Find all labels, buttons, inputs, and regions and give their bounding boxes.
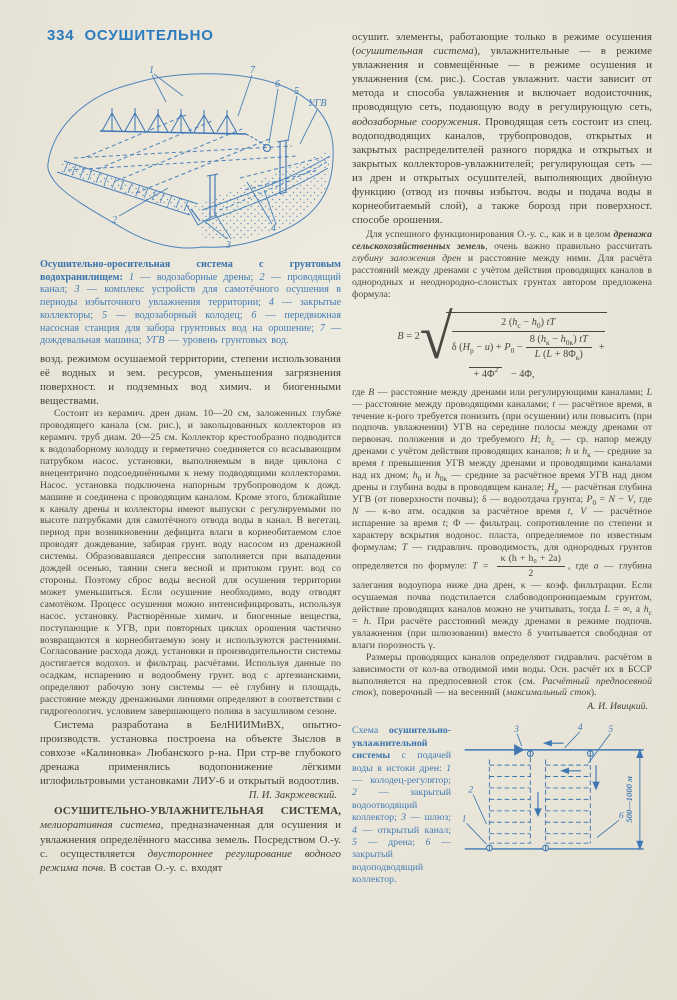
fig1-label-ugv: УГВ [308,98,327,109]
continuation-plus: + [598,341,605,353]
figure-scheme-block [352,721,652,893]
formula-drain-spacing [352,302,652,381]
paragraph-development: Система разработана в БелНИИМиВХ, опытно-производств. установка построена на объекте Зыслов в совхозе «Калиновка» Любанского р-на. При стр-ве глубокого дренажа применялись водопонижение лёгкими иглофильтровыми установками ЛИУ-6 и открытый водоотлив. [40,718,341,788]
paragraph-channel-sizing: Размеры проводящих каналов определяют гидравлич. расчётом в зависимости от кол-ва отводимой ими воды. Осн. расчёт их в БССР выполняется на предпосевной сток (см. Расчётный предпосевной сток), поверочный — на весенний (максимальный сток). [352,651,652,699]
drainage-system-diagram [40,58,341,254]
formula-lhs: B = 2 [397,330,420,342]
fig1-label-5: 5 [294,86,299,97]
paragraph-formula-intro: Для успешного функционирования О.-у. с., как и в целом дренажа сельскохозяйственных земель, очень важно правильно рассчитать глубину заложения дрен и расстояние между ними. Для расчёта расстояний между дренами с учётом действия проводящих каналов в однородных и неоднородно-слоистых грунтах автором предложена формула: [352,229,652,300]
fig1-label-1: 1 [149,65,154,76]
running-header [47,27,214,44]
denominator-left: δ $(H_р - u) + P_0$ − [451,341,523,355]
fig1-label-7: 7 [250,65,255,76]
fig2-label-5: 5 [608,725,614,736]
running-title: ОСУШИТЕЛЬНО [84,27,214,44]
subsoil-stipple [198,150,331,241]
figure1-caption: Осушительно-оросительная система с грунтовым водохранилищем: 1 — водозаборные дрены; 2 — проводящий канал; 3 — комплекс устройств для самотёчного осушения в периоды избыточного увлажнения территории; 4 — закрытые коллекторы; 5 — водозаборный колодец; 6 — передвижная насосная станция для забора грунтовых вод на орошение; 7 — дождевальная машина; УГВ — уровень грунтовых вод. [40,259,342,347]
figure2-labels [462,723,634,824]
figure2-caption: Схема осушительно-увлажнительной системы с подачей воды в истоки дрен: 1 — колодец-регулятор; 2 — закрытый водоотводящий коллектор; 3 — шлюз; 4 — открытый канал; 5 — дрена; 6 — закрытый водоподводящий коллектор. [352,725,452,886]
left-column [40,58,341,875]
fig2-label-4: 4 [577,723,583,734]
scheme-symbols [487,741,643,851]
formula-numerator: 2 $(h_с - h_0)$ tT [452,317,605,332]
entry-heading-paragraph: ОСУШИТЕЛЬНО-УВЛАЖНИТЕЛЬНАЯ СИСТЕМА, мелиоративная система, предназначенная для осушения и увлажнения определённого массива земель. Посредством О.-у. с. осуществляется двустороннее регулирование водного режима почв. В состав О.-у. с. входят [40,805,342,874]
paragraph-formula-legend: где B — расстояние между дренами или регулирующими каналами; L — расстояние между проводящими каналами; t — расчётное время, в течение к-рого требуется понизить (при осушении) или повысить (при подпочв. увлажнении) УГВ на середине полосы между дренами от первонач. положения и до требуемого H; $h_с$ — ср. напор между дренами с учётом действия проводящих каналов; h и $h_к$ — средние за время t превышения УГВ между дренами и проводящими каналами над их дном; $h_0$ и $h_{0к}$ — средние за расчётное время УГВ над дном дрены и глубина воды в проводящем канале; $H_р$ — расчётная глубина УГВ (от поверхности почвы); δ — водоотдача грунта; $P_0 = N - V$, где N — к-во атм. осадков за расчётное время t, V — расчётное испарение за время t; Φ — фильтрац. сопротивление по степени и характеру вскрытия водонос. пласта, определяемое по известным формулам; T — гидравлич. проводимость, для однородных грунтов определяется по формуле: T = $\frac{\text{κ (h + h₀ + 2a)}}{2}$ , где a — глубина залегания водоупора ниже дна дрен, κ — коэф. фильтрации. Если осушаемая почва подстилается слабоводопроницаемым грунтом, действие проводящих каналов можно не учитывать, тогда L = ∞, а $h_с = h$. При расчёте расстояний между дренами в режиме подпочв. увлажнения (при шлюзовании) вместо δ учитывается свободная от влаги порозность γ. [352,386,653,651]
author-signature-left: П. И. Закржевский. [248,790,337,802]
well-symbols [487,751,594,851]
fig1-label-3: 3 [226,240,231,251]
formula-radicand [446,312,607,361]
sluice-symbol [514,744,524,755]
figure-drainage-irrigation-system [40,58,341,254]
formula-denominator [452,332,605,361]
page-number: 334 [47,27,75,44]
land-block [48,74,333,248]
fig2-label-6: 6 [618,811,624,822]
paragraph-elements: осушит. элементы, работающие только в режиме осушения (осушительная система), увлажнительные — в режиме увлажнения и совмещённые — в режиме осушения и увлажнения (см. рис.). Состав увлажнит. части зависит от метода и способа увлажнения и включает водоисточник, проводящую сеть, подающую воду в регулирующую сеть, водозаборные сооружения. Проводящая сеть состоит из спец. водоподводящих каналов, трубопроводов, открытых и закрытых распределителей разного порядка и открытых и закрытых коллекторов-увлажнителей; регулирующая сеть — из дрен и открытых осушителей, выполняющих двойную функцию (отвод из почвы избыточ. воды и подача воды в корнеобитаемый слой), а также борозд при поверхност. способе орошения. [352,31,652,227]
fig1-label-2: 2 [112,215,117,226]
fig2-label-2: 2 [468,786,474,797]
fig1-label-4: 4 [271,223,276,234]
fig1-label-6: 6 [275,79,280,90]
author-signature-right: А. И. Ивицкий. [587,701,648,713]
fig2-dimension-label: 500—1000 м [624,776,635,823]
radical-sign: √ [419,302,453,372]
fig2-label-1: 1 [461,814,467,825]
right-column [352,30,652,893]
denominator-inner-fraction: $\frac{8 (h_к - h_{0к}) tT}{L (L + 8\Phi_к)}$ [526,334,592,361]
formula-second-line: + $4\Phi^2 - 4\Phi$, [352,369,652,381]
dimension-line [637,750,643,849]
paragraph-system-description: Состоит из керамич. дрен диам. 10—20 см, заложенных глубже проводящего канала (см. рис.), и закольцованных коллекторов из керамич. труб диам. 20—25 см. Коллектор крестообразно подводится к водозаборному колодцу и герметично соединяется со всасывающим патрубком насос. установки, выполняемым в виде циклона с внецентрично подсоединёнными к нему подводящими коллекторами. Насос. установка подключена напорным трубопроводом к дожд. машине и соединена с проводящим каналом. Кроме этого, ближайшие к каналу дрены и коллекторы имеют выпуски с регулируемыми по высоте патрубками для самотёчного отвода воды в канал. В вегетац. период при возникновении дефицита влаги в корнеобитаемом слое проводят дождевание, забирая грунт. воду насосом из дренажной системы. Образовавшаяся депрессия заполняется при выпадении дождей осенью, таянии снега весной и притоком грунт. вод со стороны. Поэтому сброс воды весной для осушения территории может уменьшиться. Если осушение необходимо, воду отводят самотёком. Процесс осушения можно интенсифицировать, используя насос. установку. Растворённые химич. и биогенные вещества, поступающие к УГВ, при повторных циклах орошения частично возвращаются в корнеобитаемую зону и используются растениями. Согласование расхода дожд. установки и производительности системы достигается водохоз. и фильтрац. расчётами. Используя данные по осадкам, испарению и водообмену грунт. вод с артезианскими, определяют рабочую зону системы — её глубину и площадь, расстояние между дренажными линиями определяют в соответствии с гидрогеологич. условием завершающего полива в засушливом сезоне. [40,408,341,717]
fig2-label-3: 3 [514,725,519,736]
paragraph-continuation: возд. режимом осушаемой территории, степени использования её водных и зем. ресурсов, уменьшения загрязнения поверхност. и подземных вод химич. и биогенными веществами. [40,352,341,408]
scheme-diagram [457,721,657,893]
